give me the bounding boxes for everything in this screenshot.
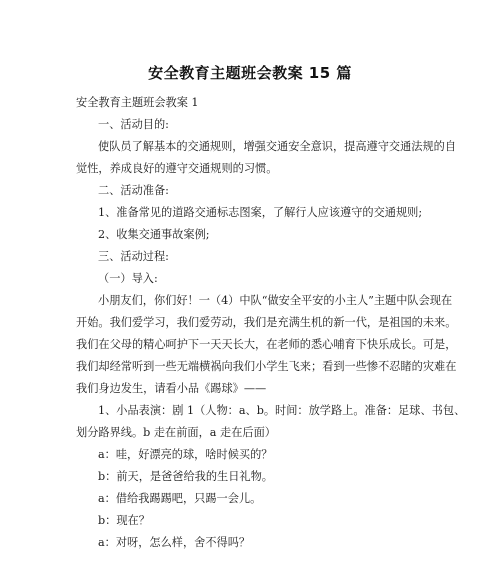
doc-line: b：现在？ <box>98 514 150 527</box>
doc-line: 三、活动过程: <box>98 250 169 263</box>
doc-line: 觉性，养成良好的遵守交通规则的习惯。 <box>76 162 278 175</box>
doc-line: 一、活动目的: <box>98 118 169 131</box>
document-title: 安全教育主题班会教案 15 篇 <box>148 64 352 82</box>
doc-line: 小朋友们，你们好！一（4）中队“做安全平安的小主人”主题中队会现在 <box>98 294 453 307</box>
doc-line-subtitle: 安全教育主题班会教案 1 <box>76 96 199 109</box>
doc-line: a：哇，好漂亮的球，啥时候买的？ <box>98 448 273 461</box>
doc-line: 1、小品表演：剧 1（人物：a、b。时间：放学路上。准备：足球、书包、 <box>98 404 466 417</box>
doc-line: （一）导入: <box>98 272 158 285</box>
doc-line: 我们身边发生，请看小品《踢球》—— <box>76 382 267 395</box>
doc-line: b：前天，是爸爸给我的生日礼物。 <box>98 470 273 483</box>
doc-line: a：借给我踢踢吧，只踢一会儿。 <box>98 492 262 505</box>
doc-line: 2、收集交通事故案例; <box>98 228 210 241</box>
doc-line: 我们在父母的精心呵护下一天天长大，在老师的悉心哺育下快乐成长。可是， <box>76 338 457 351</box>
doc-line: 我们却经常听到一些无端横祸向我们小学生飞来；看到一些惨不忍睹的灾难在 <box>76 360 457 373</box>
doc-line: 开始。我们爱学习，我们爱劳动，我们是充满生机的新一代，是祖国的未来。 <box>76 316 457 329</box>
doc-line: a：对呀，怎么样，舍不得吗？ <box>98 536 251 549</box>
doc-line: 二、活动准备: <box>98 184 169 197</box>
doc-line: 使队员了解基本的交通规则，增强交通安全意识，提高遵守交通法规的自 <box>98 140 457 153</box>
doc-line: 划分路界线。b 走在前面，a 走在后面） <box>76 426 276 439</box>
doc-line: 1、准备常见的道路交通标志图案，了解行人应该遵守的交通规则; <box>98 206 423 219</box>
